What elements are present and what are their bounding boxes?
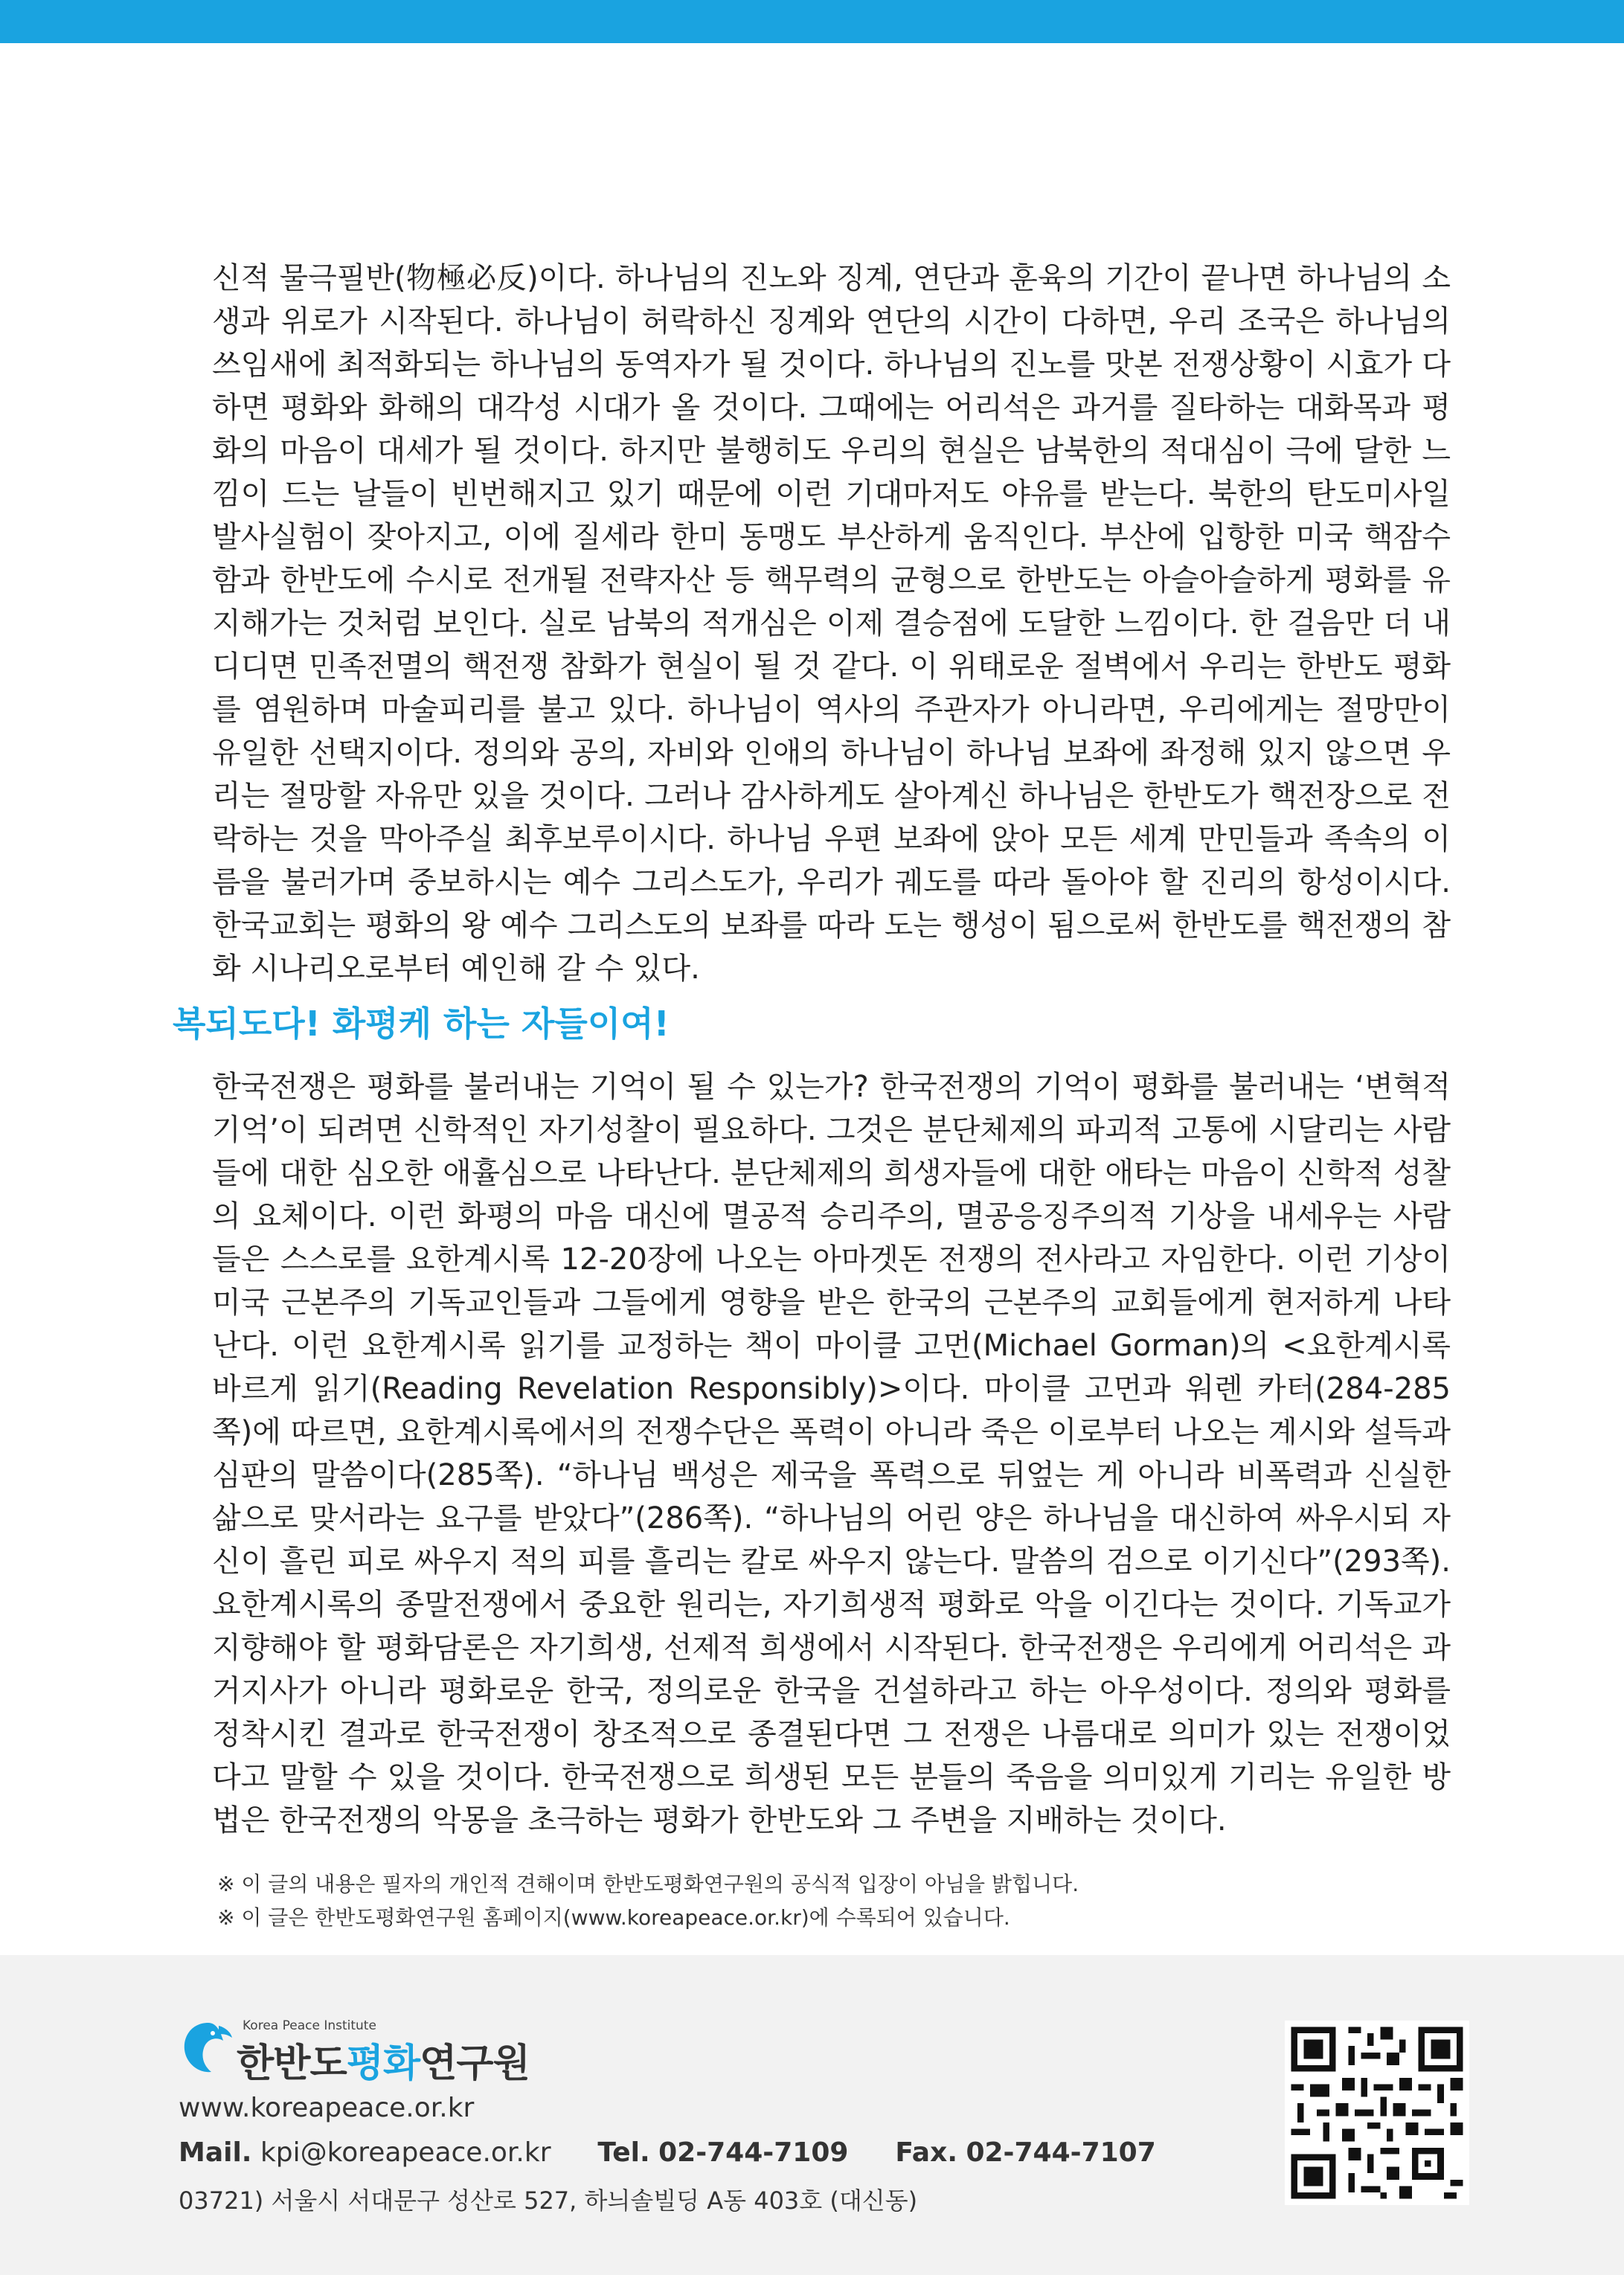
fax-label: Fax. — [895, 2137, 957, 2168]
logo-english-name: Korea Peace Institute — [243, 2018, 376, 2033]
section-heading: 복되도다! 화평케 하는 자들이여! — [173, 1004, 670, 1044]
mail-address[interactable]: kpi@koreapeace.or.kr — [260, 2137, 551, 2168]
mail-label: Mail. — [179, 2137, 252, 2168]
footnote-disclaimer: ※ 이 글의 내용은 필자의 개인적 견해이며 한반도평화연구원의 공식적 입장이 아님을 밝힙니다. — [217, 1872, 1079, 1896]
contact-line — [179, 2137, 1156, 2168]
footnotes — [217, 1867, 1079, 1934]
tel-label: Tel. — [597, 2137, 650, 2168]
dove-logo-icon — [179, 2018, 238, 2078]
top-accent-bar — [0, 0, 1624, 43]
logo-korean-name: 한반도평화연구원 — [237, 2041, 530, 2086]
qr-code-icon — [1285, 2021, 1469, 2205]
postal-address: 03721) 서울시 서대문구 성산로 527, 하늬솔빌딩 A동 403호 (대신동) — [179, 2186, 918, 2215]
website-link[interactable]: www.koreapeace.or.kr — [179, 2093, 475, 2123]
body-paragraph-2: 한국전쟁은 평화를 불러내는 기억이 될 수 있는가? 한국전쟁의 기억이 평화를 불러내는 ‘변혁적 기억’이 되려면 신학적인 자기성찰이 필요하다. 그것은 분단체제의 파괴적 고통에 시달리는 사람들에 대한 심오한 애휼심으로 나타난다. 분단체제의 희생자들에 대한 애타는 마음이 신학적 성찰의 요체이다. 이런 화평의 마음 대신에 멸공적 승리주의, 멸공응징주의적 기상을 내세우는 사람들은 스스로를 요한계시록 12-20장에 나오는 아마겟돈 전쟁의 전사라고 자임한다. 이런 기상이 미국 근본주의 기독교인들과 그들에게 영향을 받은 한국의 근본주의 교회들에게 현저하게 나타난다. 이런 요한계시록 읽기를 교정하는 책이 마이클 고먼(Michael Gorman)의 <요한계시록 바르게 읽기(Reading Revelation Responsibly)>이다. 마이클 고먼과 워렌 카터(284-285쪽)에 따르면, 요한계시록에서의 전쟁수단은 폭력이 아니라 죽은 이로부터 나오는 계시와 설득과 심판의 말씀이다(285쪽). “하나님 백성은 제국을 폭력으로 뒤엎는 게 아니라 비폭력과 신실한 삶으로 맞서라는 요구를 받았다”(286쪽). “하나님의 어린 양은 하나님을 대신하여 싸우시되 자신이 흘린 피로 싸우지 적의 피를 흘리는 칼로 싸우지 않는다. 말씀의 검으로 이기신다”(293쪽). 요한계시록의 종말전쟁에서 중요한 원리는, 자기희생적 평화로 악을 이긴다는 것이다. 기독교가 지향해야 할 평화담론은 자기희생, 선제적 희생에서 시작된다. 한국전쟁은 우리에게 어리석은 과거지사가 아니라 평화로운 한국, 정의로운 한국을 건설하라고 하는 아우성이다. 정의와 평화를 정착시킨 결과로 한국전쟁이 창조적으로 종결된다면 그 전쟁은 나름대로 의미가 있는 전쟁이었다고 말할 수 있을 것이다. 한국전쟁으로 희생된 모든 분들의 죽음을 의미있게 기리는 유일한 방법은 한국전쟁의 악몽을 초극하는 평화가 한반도와 그 주변을 지배하는 것이다. — [212, 1070, 1451, 1838]
tel-number: 02-744-7109 — [658, 2137, 849, 2168]
institute-logo — [179, 2018, 530, 2086]
fax-number: 02-744-7107 — [966, 2137, 1156, 2168]
footer — [0, 1955, 1624, 2275]
footnote-source: ※ 이 글은 한반도평화연구원 홈페이지(www.koreapeace.or.kr)에 수록되어 있습니다. — [217, 1905, 1010, 1930]
body-paragraph-1: 신적 물극필반(物極必反)이다. 하나님의 진노와 징계, 연단과 훈육의 기간이 끝나면 하나님의 소생과 위로가 시작된다. 하나님이 허락하신 징계와 연단의 시간이 다하면, 우리 조국은 하나님의 쓰임새에 최적화되는 하나님의 동역자가 될 것이다. 하나님의 진노를 맛본 전쟁상황이 시효가 다하면 평화와 화해의 대각성 시대가 올 것이다. 그때에는 어리석은 과거를 질타하는 대화목과 평화의 마음이 대세가 될 것이다. 하지만 불행히도 우리의 현실은 남북한의 적대심이 극에 달한 느낌이 드는 날들이 빈번해지고 있기 때문에 이런 기대마저도 야유를 받는다. 북한의 탄도미사일 발사실험이 잦아지고, 이에 질세라 한미 동맹도 부산하게 움직인다. 부산에 입항한 미국 핵잠수함과 한반도에 수시로 전개될 전략자산 등 핵무력의 균형으로 한반도는 아슬아슬하게 평화를 유지해가는 것처럼 보인다. 실로 남북의 적개심은 이제 결승점에 도달한 느낌이다. 한 걸음만 더 내디디면 민족전멸의 핵전쟁 참화가 현실이 될 것 같다. 이 위태로운 절벽에서 우리는 한반도 평화를 염원하며 마술피리를 불고 있다. 하나님이 역사의 주관자가 아니라면, 우리에게는 절망만이 유일한 선택지이다. 정의와 공의, 자비와 인애의 하나님이 하나님 보좌에 좌정해 있지 않으면 우리는 절망할 자유만 있을 것이다. 그러나 감사하게도 살아계신 하나님은 한반도가 핵전장으로 전락하는 것을 막아주실 최후보루이시다. 하나님 우편 보좌에 앉아 모든 세계 만민들과 족속의 이름을 불러가며 중보하시는 예수 그리스도가, 우리가 궤도를 따라 돌아야 할 진리의 항성이시다. 한국교회는 평화의 왕 예수 그리스도의 보좌를 따라 도는 행성이 됨으로써 한반도를 핵전쟁의 참화 시나리오로부터 예인해 갈 수 있다. — [212, 261, 1451, 986]
